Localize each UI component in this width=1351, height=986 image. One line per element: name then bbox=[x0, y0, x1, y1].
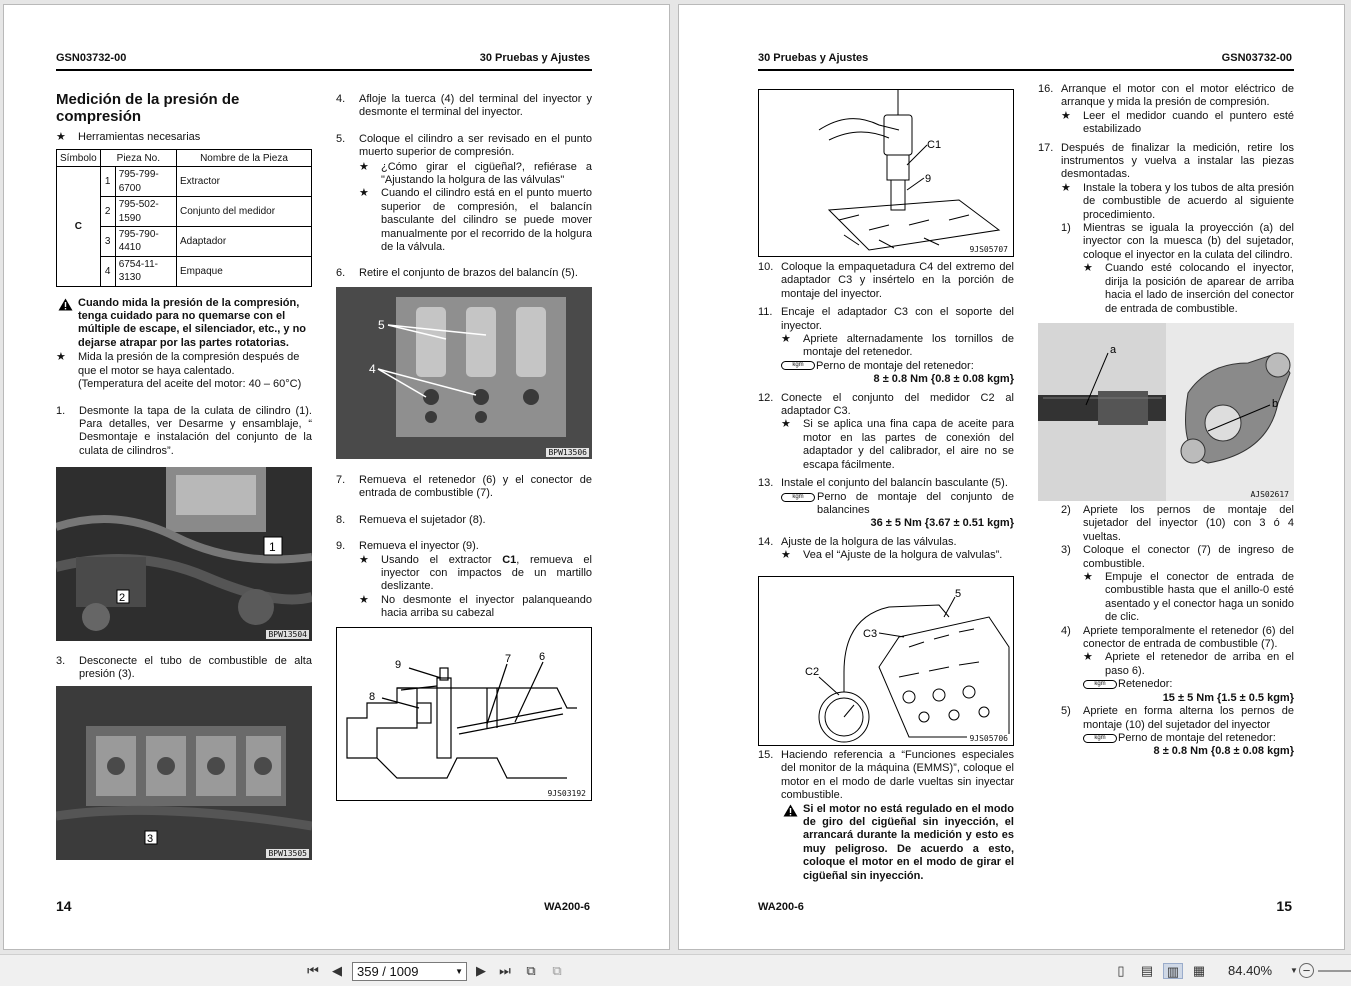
two-page-view-icon[interactable]: ▥ bbox=[1163, 963, 1183, 979]
label-2: 2 bbox=[119, 592, 126, 604]
header-rule bbox=[56, 69, 592, 71]
label-c1: C1 bbox=[927, 139, 942, 151]
header-section: 30 Pruebas y Ajustes bbox=[479, 52, 590, 64]
left-column-1 bbox=[56, 91, 312, 524]
torque-icon: kgm bbox=[781, 493, 815, 502]
section-title: Medición de la presión de compresión bbox=[56, 91, 240, 125]
left-column-2 bbox=[336, 93, 592, 294]
header-rule bbox=[758, 69, 1294, 71]
label-a: a bbox=[1110, 344, 1117, 356]
tools-table: Símbolo Pieza No. Nombre de la Pieza C 1 795-799-6700 Extractor 2 795-502-1590 Conjunto del medidor 3 795-790-4410 Adaptador 4 6754-11-3130 Empaque bbox=[56, 149, 312, 286]
header-section: 30 Pruebas y Ajustes bbox=[758, 52, 869, 64]
step-1: 1. Desmonte la tapa de la culata de cilindro (1). Para detalles, ver Desarme y ensamblaje, “ Desmontaje e instalación del conjunto de la culata de cilindros”. bbox=[56, 404, 312, 457]
substep-3: 3) Coloque el conector (7) de ingreso de combustible. ★ Empuje el conector de entrada de combustible hasta que el anillo-0 esté asentado y el conector haga un sonido de clic. bbox=[1061, 544, 1294, 624]
label-c2: C2 bbox=[805, 666, 820, 678]
label-5: 5 bbox=[378, 318, 385, 332]
page-right bbox=[678, 4, 1345, 950]
label-6: 6 bbox=[539, 651, 546, 663]
figure-caption: AJS02617 bbox=[1250, 490, 1289, 499]
first-page-icon[interactable]: ⏮ bbox=[307, 963, 319, 978]
label-8: 8 bbox=[369, 691, 376, 703]
label-5: 5 bbox=[955, 588, 962, 600]
page-left bbox=[3, 4, 670, 950]
page-number-field[interactable]: 359 / 1009 ▼ bbox=[352, 962, 467, 981]
torque-icon: kgm bbox=[781, 361, 815, 370]
photo-bpw13505 bbox=[56, 686, 312, 860]
label-3: 3 bbox=[147, 833, 154, 845]
step-8: 8. Remueva el sujetador (8). bbox=[336, 513, 486, 526]
step-14: 14. Ajuste de la holgura de las válvulas. ★ Vea el “Ajuste de la holgura de valvulas”. bbox=[758, 535, 1003, 562]
figure-caption: BPW13505 bbox=[268, 849, 307, 858]
figure-caption: 9JS03192 bbox=[547, 789, 586, 798]
header-doc-id: GSN03732-00 bbox=[1221, 52, 1292, 64]
step-12: 12. Conecte el conjunto del medidor C2 al adaptador C3. ★ Si se aplica una fina capa de aceite para motor en las partes de conexión del adaptador y del calibrador, el aire no se escapa fácilmente. bbox=[758, 391, 1014, 471]
diagram-9js05707 bbox=[758, 89, 1014, 257]
tools-note: ★ Herramientas necesarias bbox=[56, 131, 201, 143]
last-page-icon[interactable]: ⏭ bbox=[499, 963, 511, 978]
go-forward-icon[interactable]: ⧉ bbox=[552, 963, 562, 978]
label-7: 7 bbox=[505, 653, 512, 665]
torque-icon: kgm bbox=[1083, 734, 1117, 743]
label-9: 9 bbox=[925, 173, 932, 185]
go-back-icon[interactable]: ⧉ bbox=[526, 963, 536, 978]
continuous-view-icon[interactable]: ▤ bbox=[1140, 963, 1154, 978]
note-warm-engine: ★ Mida la presión de la compresión después de que el motor se haya calentado. (Temperatura del aceite del motor: 40 – 60°C) bbox=[56, 351, 302, 391]
figure-caption: BPW13506 bbox=[548, 448, 587, 457]
step-16: 16. Arranque el motor con el motor eléctrico de arranque y mida la presión de compresión. ★ Leer el medidor cuando el puntero esté estabilizado bbox=[1038, 83, 1294, 136]
zoom-slider[interactable] bbox=[1318, 970, 1351, 972]
warning-icon bbox=[58, 298, 73, 311]
step-4: 4. Afloje la tuerca (4) del terminal del inyector y desmonte el terminal del inyector. bbox=[336, 93, 592, 119]
continuous-facing-view-icon[interactable]: ▦ bbox=[1192, 963, 1206, 978]
step-6: 6. Retire el conjunto de brazos del balancín (5). bbox=[336, 267, 578, 280]
label-1: 1 bbox=[269, 540, 276, 554]
right-column-2 bbox=[1038, 83, 1294, 316]
photo-ajs02617 bbox=[1038, 323, 1294, 501]
step-15: 15. Haciendo referencia a “Funciones especiales del monitor de la máquina (EMMS)”, coloque el motor en el modo de darle vueltas sin inyectar combustible. Si el motor no está regulado en el modo de giro del cigüeñal sin inyección, el arrancará durante la medición y esto es muy peligroso. De acuerdo a esto, coloque el motor en el modo de girar el cigüeñal sin inyección. bbox=[758, 749, 1014, 882]
step-7: 7. Remueva el retenedor (6) y el conector de entrada de combustible (7). bbox=[336, 474, 592, 500]
viewer-toolbar bbox=[0, 954, 1351, 986]
substep-2: 2) Apriete los pernos de montaje del sujetador del inyector (10) con 3 ó 4 vueltas. bbox=[1061, 504, 1294, 543]
diagram-9js05706 bbox=[758, 576, 1014, 746]
substep-4: 4) Apriete temporalmente el retenedor (6) del conector de entrada de combustible (7). ★ Apriete el retenedor de arriba en el paso 6). kgm Retenedor: 15 ± 5 Nm {1.5 ± 0.5 kgm} bbox=[1061, 624, 1294, 704]
zoom-out-icon[interactable]: − bbox=[1299, 963, 1314, 978]
photo-bpw13504 bbox=[56, 467, 312, 641]
label-9: 9 bbox=[395, 659, 402, 671]
warning-burn: Cuando mida la presión de la compresión, tenga cuidado para no quemarse con el múltiple de escape, el silenciador, etc., y no dejarse atrapar por las partes rotatorias. bbox=[56, 297, 312, 351]
zoom-level[interactable]: 84.40% bbox=[1228, 963, 1273, 978]
torque-icon: kgm bbox=[1083, 680, 1117, 689]
step-9: 9. Remueva el inyector (9). ★ Usando el extractor C1, remueva el inyector con impactos de un martillo deslizante. ★ No desmonte el inyector palanqueando hacia arriba su cabezal bbox=[336, 540, 592, 620]
step-11: 11. Encaje el adaptador C3 con el soporte del inyector. ★ Apriete alternadamente los tornillos de montaje del retenedor. kgm Perno de montaje del retenedor: 8 ± 0.8 Nm {0.8 ± 0.08 kgm} bbox=[758, 306, 1014, 386]
step-5: 5. Coloque el cilindro a ser revisado en el punto muerto superior de compresión. ★ ¿Cómo girar el cigüeñal?, refiérase a "Ajustando la holgura de las válvulas" ★ Cuando el cilindro está en el punto muerto superior de compresión, el balancín basculante del cilindro se puede mover manualmente por el recorrido de la holgura de la válvula. bbox=[336, 132, 592, 254]
photo-bpw13506 bbox=[336, 287, 592, 459]
footer-model: WA200-6 bbox=[758, 901, 804, 913]
single-page-view-icon[interactable]: ▯ bbox=[1117, 963, 1125, 978]
footer-model: WA200-6 bbox=[544, 901, 590, 913]
previous-page-icon[interactable]: ◀ bbox=[332, 963, 342, 978]
header-doc-id: GSN03732-00 bbox=[56, 52, 127, 64]
step-3: 3. Desconecte el tubo de combustible de alta presión (3). bbox=[56, 655, 312, 681]
right-column-1 bbox=[758, 261, 1014, 563]
figure-caption: 9JS05707 bbox=[969, 245, 1008, 254]
footer-page-number: 15 bbox=[1276, 898, 1292, 914]
label-b: b bbox=[1272, 398, 1279, 410]
chevron-down-icon[interactable]: ▼ bbox=[455, 967, 463, 976]
step-10: 10. Coloque la empaquetadura C4 del extremo del adaptador C3 y insértelo en la porción de montaje del inyector. bbox=[758, 261, 1014, 300]
figure-caption: BPW13504 bbox=[268, 630, 307, 639]
step-17: 17. Después de finalizar la medición, retire los instrumentos y vuelva a instalar las piezas desmontadas. ★ Instale la tobera y los tubos de alta presión de combustible de acuerdo al siguiente procedimiento. 1) Mientras se iguala la proyección (a) del inyector con la muesca (b) del sujetador, coloque el inyector en la culata del cilindro. ★ Cuando esté colocando el inyector, dirija la posición de aparear de arriba hacia el lado de inserción del conector de entrada de combustible. bbox=[1038, 141, 1294, 315]
footer-page-number: 14 bbox=[56, 898, 72, 914]
zoom-dropdown-icon[interactable]: ▼ bbox=[1290, 966, 1298, 975]
step-13: 13. Instale el conjunto del balancín basculante (5). kgm Perno de montaje del conjunto de balancines 36 ± 5 Nm {3.67 ± 0.51 kgm} bbox=[758, 477, 1014, 530]
diagram-9js03192 bbox=[336, 627, 592, 801]
next-page-icon[interactable]: ▶ bbox=[476, 963, 486, 978]
figure-caption: 9JS05706 bbox=[969, 734, 1008, 743]
label-4: 4 bbox=[369, 362, 376, 376]
label-c3: C3 bbox=[863, 628, 878, 640]
substep-5: 5) Apriete en forma alterna los pernos de montaje (10) del sujetador del inyector kgm Perno de montaje del retenedor: 8 ± 0.8 Nm {0.8 ± 0.08 kgm} bbox=[1061, 705, 1294, 758]
warning-icon bbox=[783, 804, 798, 817]
